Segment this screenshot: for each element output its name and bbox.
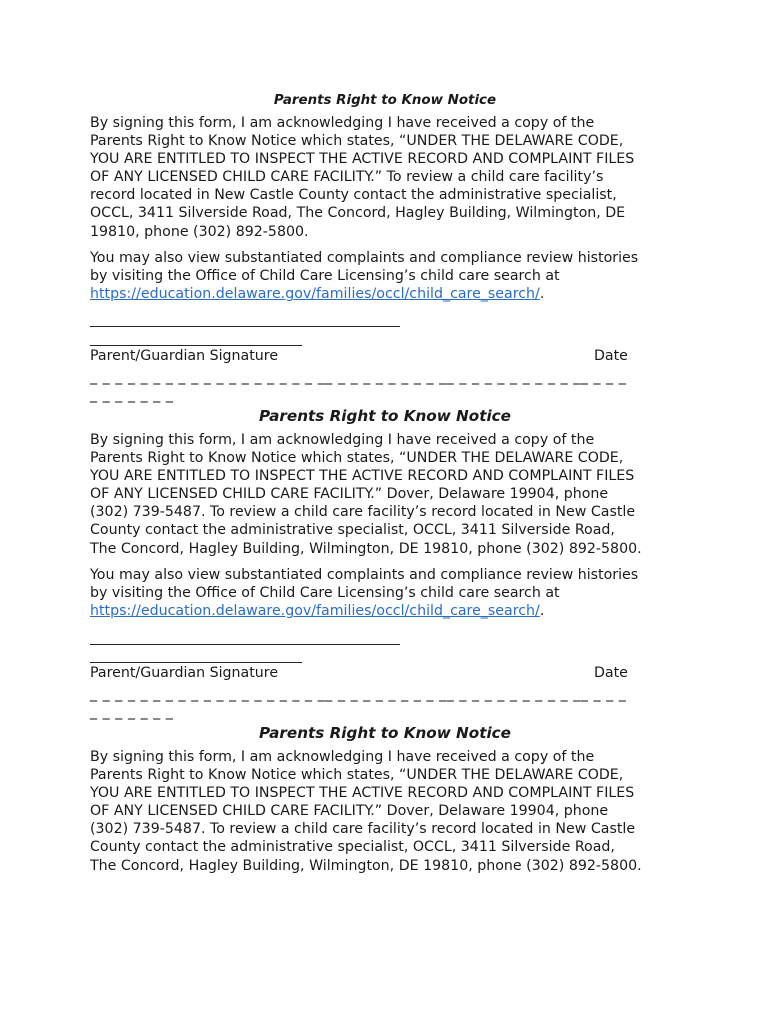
body-line: Parents Right to Know Notice which states, “UNDER THE DELAWARE CODE,: [90, 133, 624, 150]
child-care-search-link[interactable]: https://education.delaware.gov/families/occl/child_care_search/: [90, 603, 540, 620]
body-line: The Concord, Hagley Building, Wilmington, DE 19810, phone (302) 892-5800.: [90, 857, 642, 874]
signature-label: Parent/Guardian Signature: [90, 665, 279, 681]
signature-label: Parent/Guardian Signature: [90, 348, 279, 364]
search-line: You may also view substantiated complaints and compliance review histories: [90, 250, 639, 266]
notice-title: Parents Right to Know Notice: [259, 724, 511, 742]
body-line: YOU ARE ENTITLED TO INSPECT THE ACTIVE RECORD AND COMPLAINT FILES: [90, 468, 635, 485]
body-line: County contact the administrative specialist, OCCL, 3411 Silverside Road,: [90, 522, 615, 539]
search-line: You may also view substantiated complaints and compliance review histories: [90, 567, 639, 583]
body-line: 19810, phone (302) 892-5800.: [90, 223, 309, 240]
notice-body: [90, 431, 690, 558]
body-line: OF ANY LICENSED CHILD CARE FACILITY.” Dover, Delaware 19904, phone: [90, 803, 609, 820]
body-line: YOU ARE ENTITLED TO INSPECT THE ACTIVE RECORD AND COMPLAINT FILES: [90, 785, 635, 802]
child-care-search-link[interactable]: https://education.delaware.gov/families/occl/child_care_search/: [90, 286, 540, 303]
date-label: Date: [594, 665, 628, 681]
body-line: By signing this form, I am acknowledging I have received a copy of the: [90, 115, 595, 131]
body-line: record located in New Castle County contact the administrative specialist,: [90, 187, 617, 204]
cut-line: _ _ _ _ _ _ _: [90, 704, 174, 720]
signature-line: [90, 345, 302, 346]
body-line: OCCL, 3411 Silverside Road, The Concord, Hagley Building, Wilmington, DE: [90, 205, 626, 222]
body-line: (302) 739-5487. To review a child care facility’s record located in New Castle: [90, 504, 636, 521]
search-paragraph: [90, 249, 690, 303]
notice-title: Parents Right to Know Notice: [273, 93, 497, 108]
body-line: By signing this form, I am acknowledging I have received a copy of the: [90, 432, 595, 448]
body-line: (302) 739-5487. To review a child care facility’s record located in New Castle: [90, 821, 636, 838]
notice-body: [90, 748, 690, 875]
signature-line: [90, 644, 400, 645]
body-line: Parents Right to Know Notice which states, “UNDER THE DELAWARE CODE,: [90, 450, 624, 467]
body-line: The Concord, Hagley Building, Wilmington, DE 19810, phone (302) 892-5800.: [90, 540, 642, 557]
notice-title: Parents Right to Know Notice: [259, 407, 511, 425]
body-line: County contact the administrative specialist, OCCL, 3411 Silverside Road,: [90, 839, 615, 856]
signature-line: [90, 326, 400, 327]
search-paragraph: [90, 566, 690, 620]
body-line: Parents Right to Know Notice which states, “UNDER THE DELAWARE CODE,: [90, 767, 624, 784]
search-line: by visiting the Office of Child Care Licensing’s child care search at: [90, 585, 560, 602]
search-line: by visiting the Office of Child Care Licensing’s child care search at: [90, 268, 560, 285]
date-label: Date: [594, 348, 628, 364]
link-suffix: .: [539, 603, 545, 620]
cut-line: _ _ _ _ _ _ _ _ _ _ _ _ _ _ _ _ _ _ __ _ _ _ _ _ _ _ _ __ _ _ _ _ _ _ _ _ _ __ _ _ _: [90, 686, 627, 702]
body-line: OF ANY LICENSED CHILD CARE FACILITY.” Dover, Delaware 19904, phone: [90, 486, 609, 503]
body-line: OF ANY LICENSED CHILD CARE FACILITY.” To review a child care facility’s: [90, 169, 604, 186]
cut-line: _ _ _ _ _ _ _: [90, 387, 174, 403]
notice-body: [90, 114, 690, 241]
body-line: YOU ARE ENTITLED TO INSPECT THE ACTIVE RECORD AND COMPLAINT FILES: [90, 151, 635, 168]
body-line: By signing this form, I am acknowledging I have received a copy of the: [90, 749, 595, 765]
signature-line: [90, 662, 302, 663]
cut-line: _ _ _ _ _ _ _ _ _ _ _ _ _ _ _ _ _ _ __ _ _ _ _ _ _ _ _ __ _ _ _ _ _ _ _ _ _ __ _ _ _: [90, 369, 627, 385]
link-suffix: .: [539, 286, 545, 303]
